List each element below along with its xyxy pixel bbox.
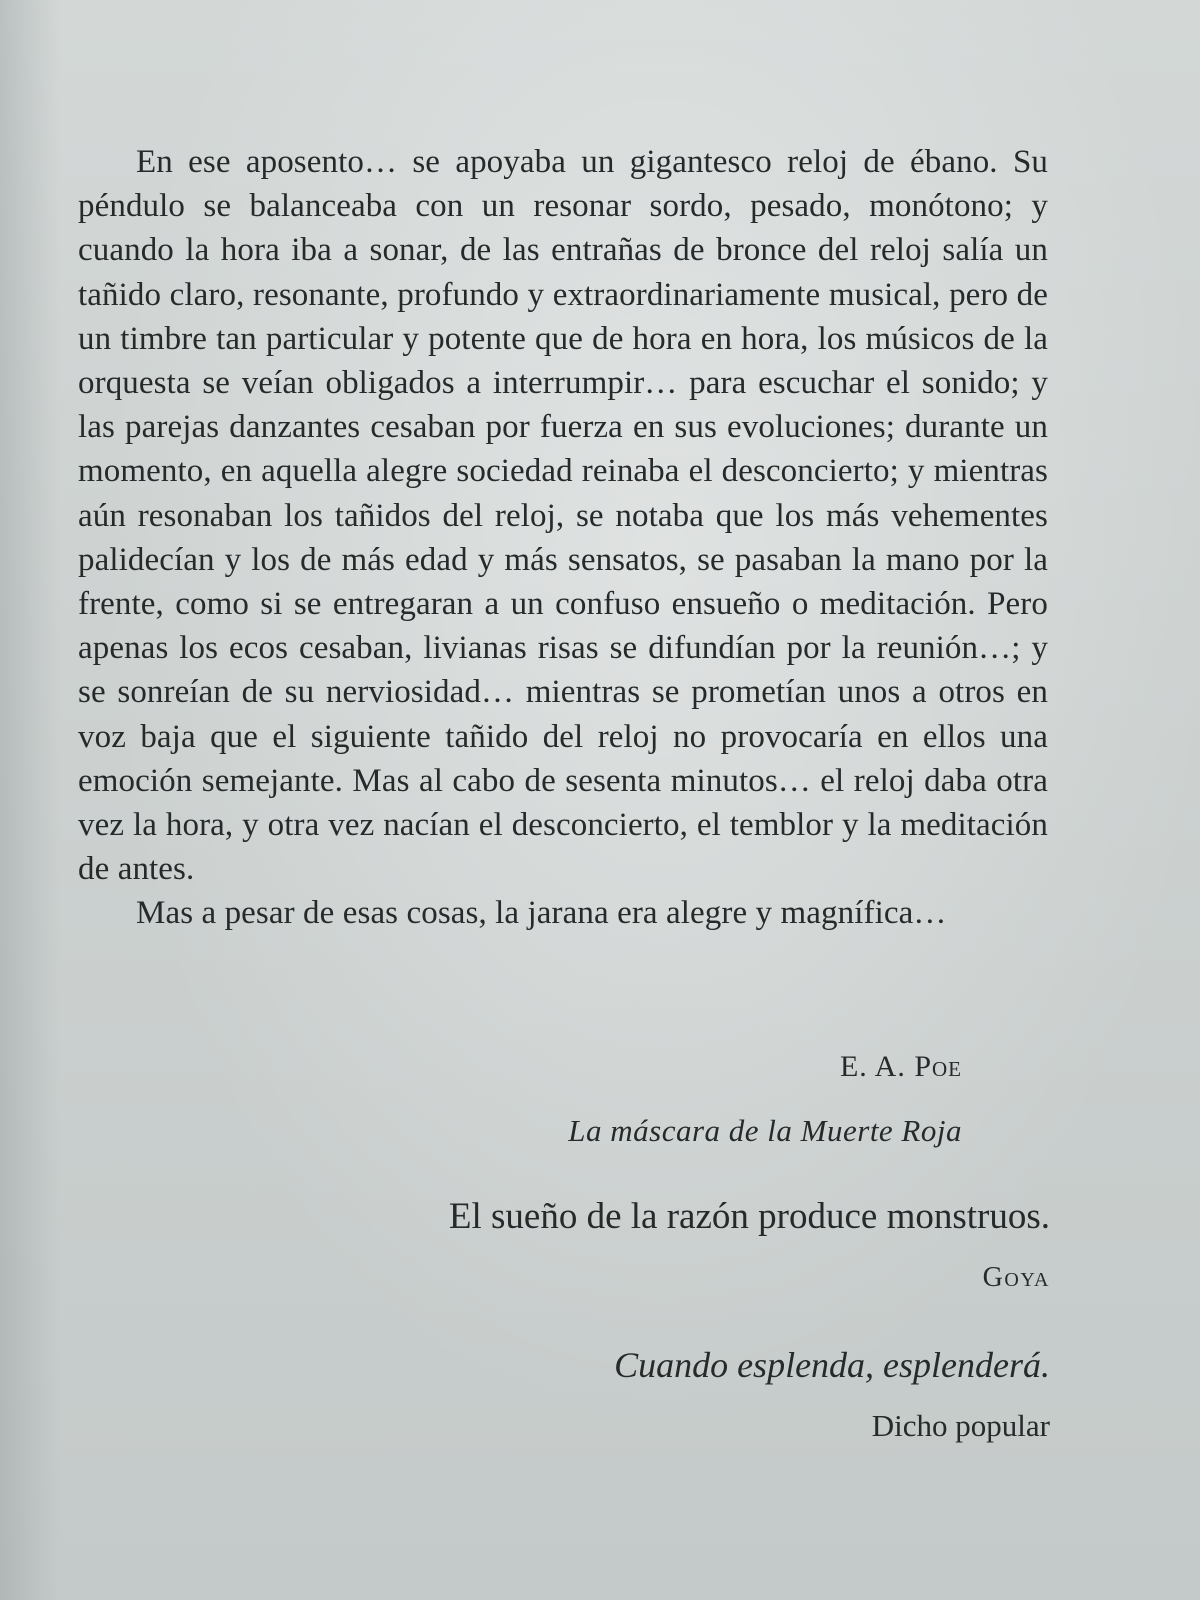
epigraph-work-title: La máscara de la Muerte Roja xyxy=(568,1113,962,1148)
popular-saying: Cuando esplenda, esplenderá. xyxy=(614,1345,1050,1385)
popular-saying-source: Dicho popular xyxy=(871,1408,1050,1443)
goya-quote: El sueño de la razón produce monstruos. xyxy=(448,1196,1050,1237)
epigraph-paragraph-1: En ese aposento… se apoyaba un gigantesco reloj de ébano. Su péndulo se balanceaba con un resonar sordo, pesado, monótono; y cuando la hora iba a sonar, de las entrañas de bronce del reloj salía un tañido claro, resonante, profundo y extraordinariamente musical, pero de un timbre tan particular y potente que de hora en hora, los músicos de la orquesta se veían obligados a interrumpir… para escuchar el sonido; y las parejas danzantes cesaban por fuerza en sus evoluciones; durante un momento, en aquella alegre sociedad reinaba el desconcierto; y mientras aún resonaban los tañidos del reloj, se notaba que los más vehementes palidecían y los de más edad y más sensatos, se pasaban la mano por la frente, como si se entregaran a un confuso ensueño o meditación. Pero apenas los ecos cesaban, livianas risas se difundían por la reunión…; y se sonreían de su nerviosidad… mientras se prometían unos a otros en voz baja que el siguiente tañido del reloj no provocaría en ellos una emoción semejante. Mas al cabo de sesenta minutos… el reloj daba otra vez la hora, y otra vez nacían el desconcierto, el temblor y la meditación de antes. xyxy=(78,144,1048,888)
epigraph-paragraph-2: Mas a pesar de esas cosas, la jarana era alegre y magnífica… xyxy=(136,895,947,932)
goya-author: Goya xyxy=(982,1262,1050,1293)
poe-epigraph xyxy=(78,140,1048,936)
epigraph-author: E. A. Poe xyxy=(839,1050,962,1083)
